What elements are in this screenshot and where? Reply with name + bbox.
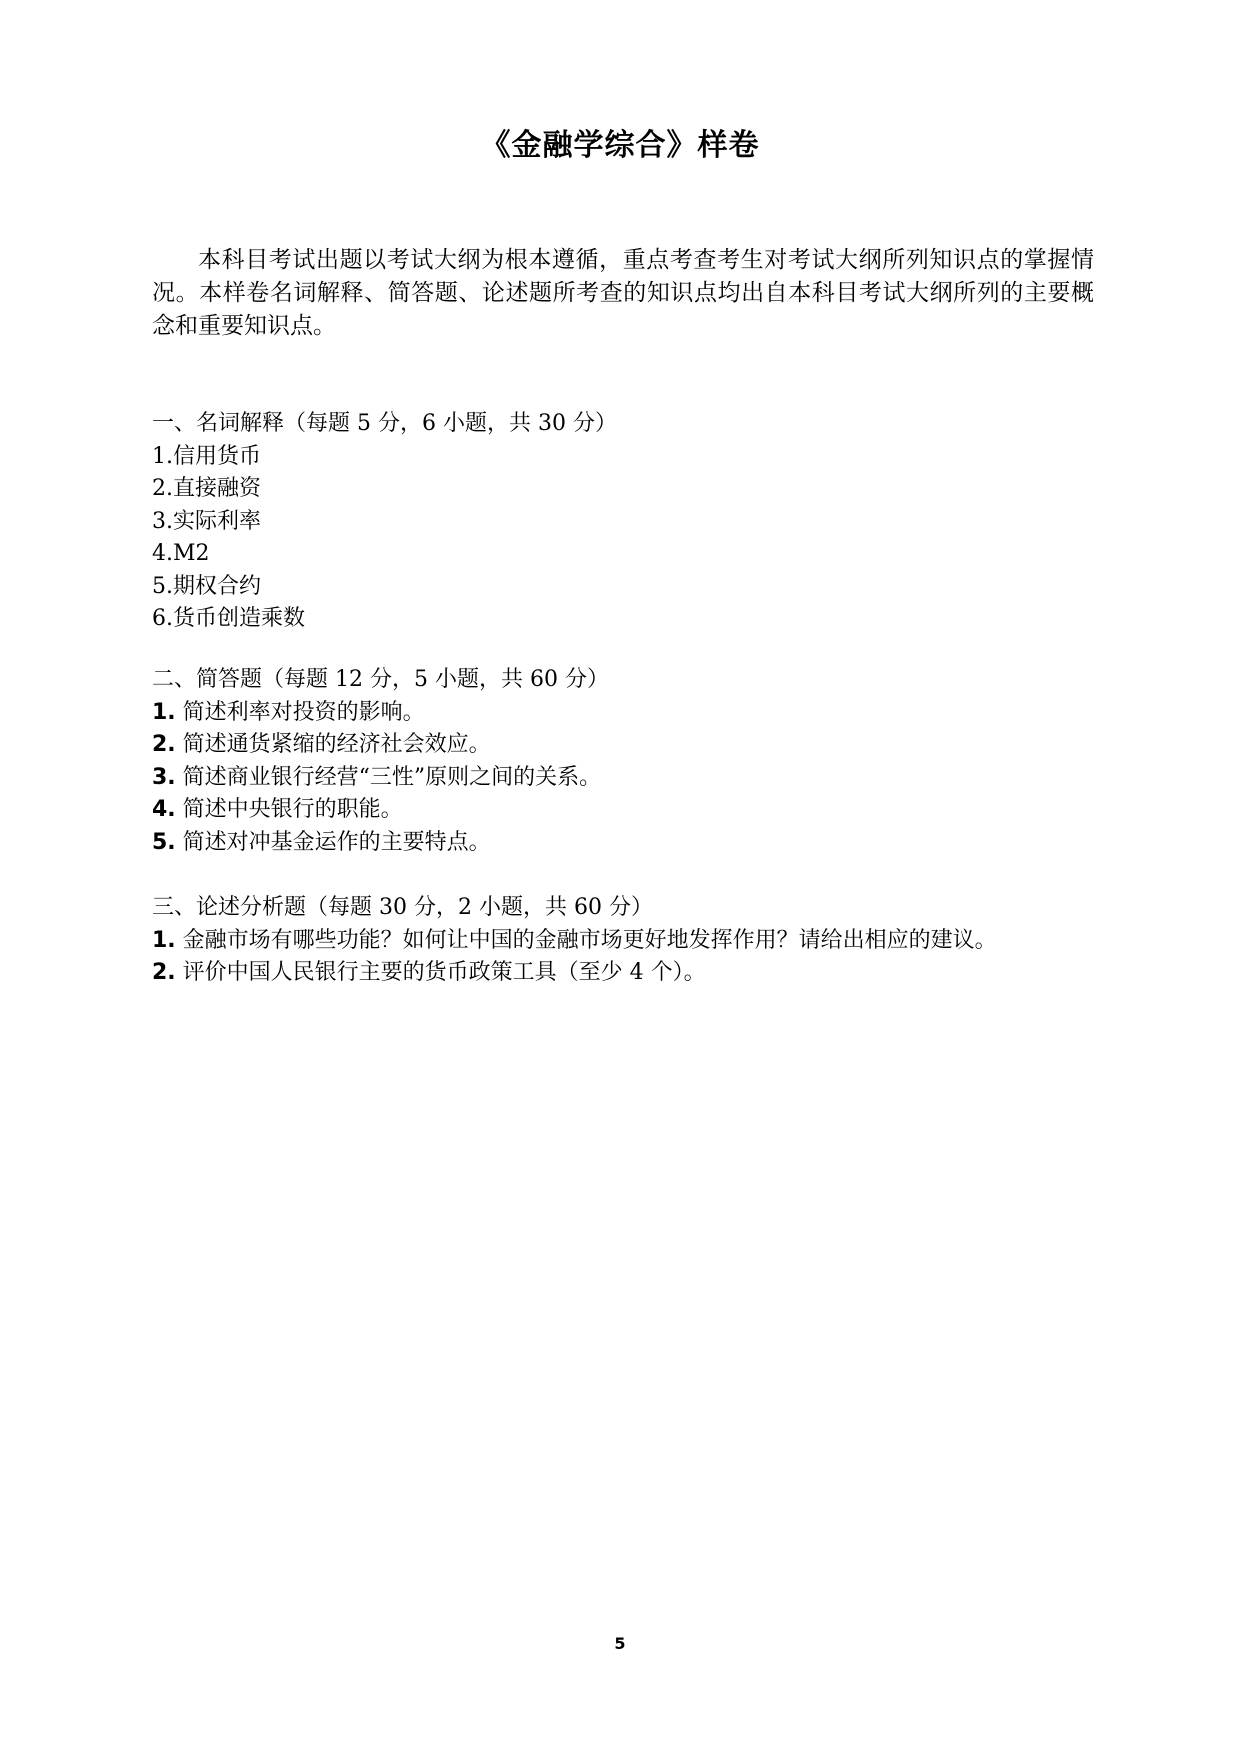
- item-text: 简述中央银行的职能。: [175, 797, 403, 822]
- intro-paragraph: 本科目考试出题以考试大纲为根本遵循，重点考查考生对考试大纲所列知识点的掌握情况。本样卷名词解释、简答题、论述题所考查的知识点均出自本科目考试大纲所列的主要概念和重要知识点。: [152, 247, 1094, 339]
- item-number: 1.: [152, 927, 176, 953]
- item-number: 1.: [152, 443, 173, 469]
- item-number: 5.: [152, 829, 176, 855]
- item-number: 3.: [152, 764, 176, 790]
- section-term-explanation: [152, 408, 1094, 636]
- section-heading: 一、名词解释（每题 5 分，6 小题，共 30 分）: [152, 411, 617, 436]
- list-item: [152, 473, 1094, 506]
- list-item: [152, 441, 1094, 474]
- item-text: 简述商业银行经营“三性”原则之间的关系。: [175, 764, 602, 790]
- list-item: [152, 827, 1094, 860]
- list-item: [152, 729, 1094, 762]
- item-text: 简述通货紧缩的经济社会效应。: [175, 732, 491, 757]
- list-item: [152, 794, 1094, 827]
- item-text: 信用货币: [173, 443, 262, 469]
- list-item: [152, 697, 1094, 730]
- item-number: 2.: [152, 960, 176, 985]
- list-item: [152, 925, 1094, 958]
- item-number: 1.: [152, 699, 176, 725]
- item-number: 3.: [152, 508, 173, 534]
- list-item: [152, 603, 1094, 636]
- item-number: 6.: [152, 606, 173, 631]
- item-text: 简述利率对投资的影响。: [175, 699, 425, 725]
- item-number: 4.: [152, 797, 176, 822]
- item-number: 4.: [152, 541, 173, 566]
- section-heading: 二、简答题（每题 12 分，5 小题，共 60 分）: [152, 667, 609, 692]
- list-item: [152, 571, 1094, 604]
- list-item: [152, 538, 1094, 571]
- list-item: [152, 506, 1094, 539]
- section-heading: 三、论述分析题（每题 30 分，2 小题，共 60 分）: [152, 895, 653, 920]
- list-item: [152, 762, 1094, 795]
- item-text: 金融市场有哪些功能？如何让中国的金融市场更好地发挥作用？请给出相应的建议。: [175, 927, 997, 953]
- page-number: 5: [614, 1634, 626, 1653]
- document-title: 《金融学综合》样卷: [480, 128, 760, 163]
- item-text: 实际利率: [173, 508, 262, 534]
- item-number: 2.: [152, 732, 176, 757]
- item-text: 货币创造乘数: [173, 606, 306, 631]
- item-number: 2.: [152, 476, 173, 501]
- section-essay: [152, 892, 1094, 990]
- item-text: 简述对冲基金运作的主要特点。: [175, 829, 491, 855]
- section-short-answer: [152, 664, 1094, 859]
- item-number: 5.: [152, 573, 173, 599]
- item-text: 直接融资: [173, 476, 262, 501]
- list-item: [152, 957, 1094, 990]
- item-text: M2: [173, 541, 210, 566]
- item-text: 期权合约: [173, 573, 262, 599]
- item-text: 评价中国人民银行主要的货币政策工具（至少 4 个）。: [175, 960, 706, 985]
